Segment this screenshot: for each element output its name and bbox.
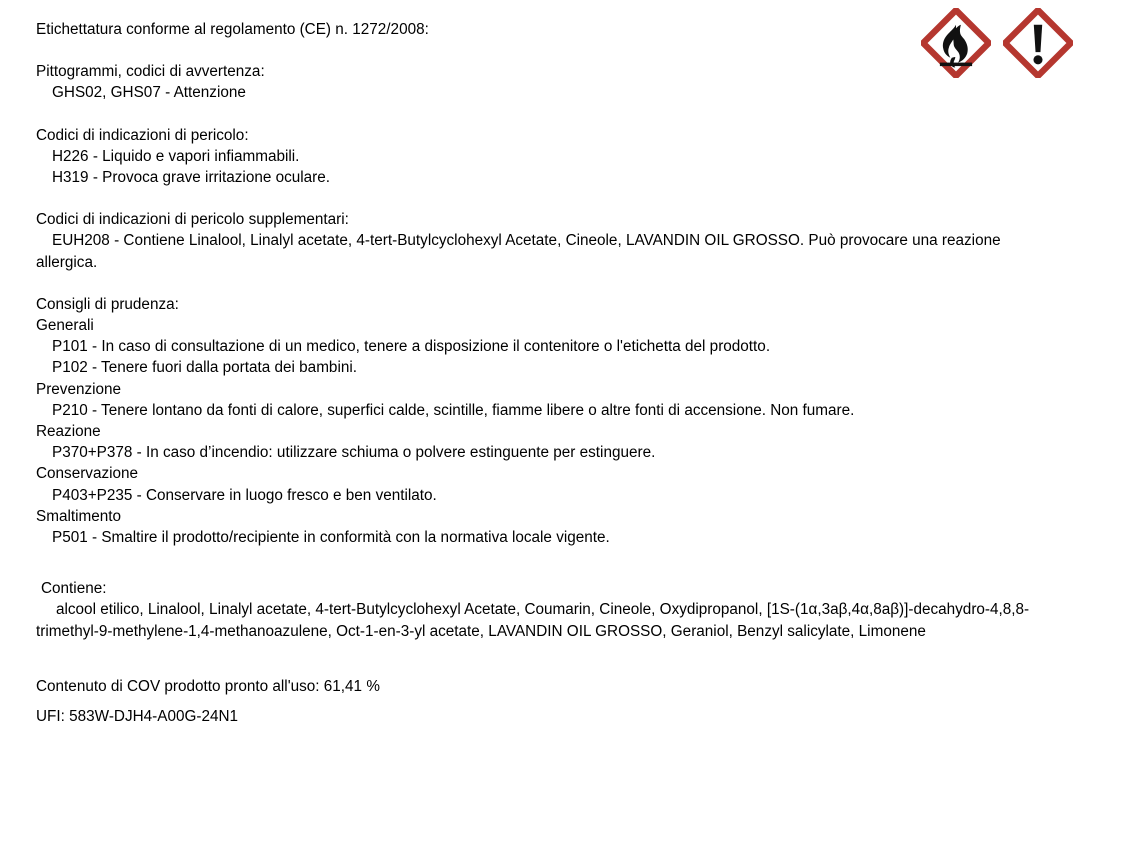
precautionary-group-title: Generali (36, 317, 94, 335)
voc-content-line: Contenuto di COV prodotto pronto all'uso: 61,41 % (36, 677, 380, 695)
precautionary-group-title: Smaltimento (36, 507, 122, 525)
hazard-section-label: Codici di indicazioni di pericolo: (36, 126, 249, 144)
contains-ingredient-list: alcool etilico, Linalool, Linalyl acetate, 4-tert-Butylcyclohexyl Acetate, Coumarin, Cineole, Oxydipropanol, [1S-(1α,3aβ,4α,8aβ)]-decahydro-4,8,8-trimethyl-9-methylene-1,4-methanoazulene, Oct-1-en-3-yl acetate, LAVANDIN OIL GROSSO, Geraniol, Benzyl salicylate, Limonene (36, 601, 1030, 640)
precautionary-statement: P370+P378 - In caso d’incendio: utilizzare schiuma o polvere estinguente per estinguere. (52, 444, 656, 462)
precautionary-statement: P210 - Tenere lontano da fonti di calore, superfici calde, scintille, fiamme libere o altre fonti di accensione. Non fumare. (52, 401, 855, 419)
document-heading: Etichettatura conforme al regolamento (CE) n. 1272/2008: (36, 21, 429, 38)
precautionary-statement: P102 - Tenere fuori dalla portata dei bambini. (52, 359, 357, 377)
contains-section-label: Contiene: (41, 580, 107, 598)
spacer (36, 104, 1056, 125)
precautionary-group-title: Conservazione (36, 465, 139, 483)
precautionary-statement: P403+P235 - Conservare in luogo fresco e ben ventilato. (52, 486, 437, 504)
precautionary-statement: P501 - Smaltire il prodotto/recipiente in conformità con la normativa locale vigente. (52, 529, 610, 547)
precautionary-section-label: Consigli di prudenza: (36, 295, 179, 313)
spacer (36, 40, 1056, 61)
spacer (36, 548, 1056, 578)
pictogram-codes: GHS02, GHS07 - Attenzione (52, 84, 246, 102)
ufi-code-line: UFI: 583W-DJH4-A00G-24N1 (36, 708, 239, 726)
spacer (36, 642, 1056, 676)
precautionary-group-title: Prevenzione (36, 380, 122, 398)
supplemental-statement: EUH208 - Contiene Linalool, Linalyl acetate, 4-tert-Butylcyclohexyl Acetate, Cineole, LAVANDIN OIL GROSSO. Può provocare una reazione allergica. (36, 232, 1001, 271)
supplemental-section-label: Codici di indicazioni di pericolo supplementari: (36, 211, 349, 229)
hazard-statement: H319 - Provoca grave irritazione oculare. (52, 169, 331, 187)
spacer (36, 188, 1056, 209)
hazard-statement: H226 - Liquido e vapori infiammabili. (52, 147, 300, 165)
precautionary-statement: P101 - In caso di consultazione di un medico, tenere a disposizione il contenitore o l'etichetta del prodotto. (52, 338, 771, 356)
label-text-content (36, 19, 1056, 727)
precautionary-group-title: Reazione (36, 423, 101, 441)
pictogram-section-label: Pittogrammi, codici di avvertenza: (36, 63, 265, 81)
spacer (36, 697, 1056, 706)
spacer (36, 273, 1056, 294)
